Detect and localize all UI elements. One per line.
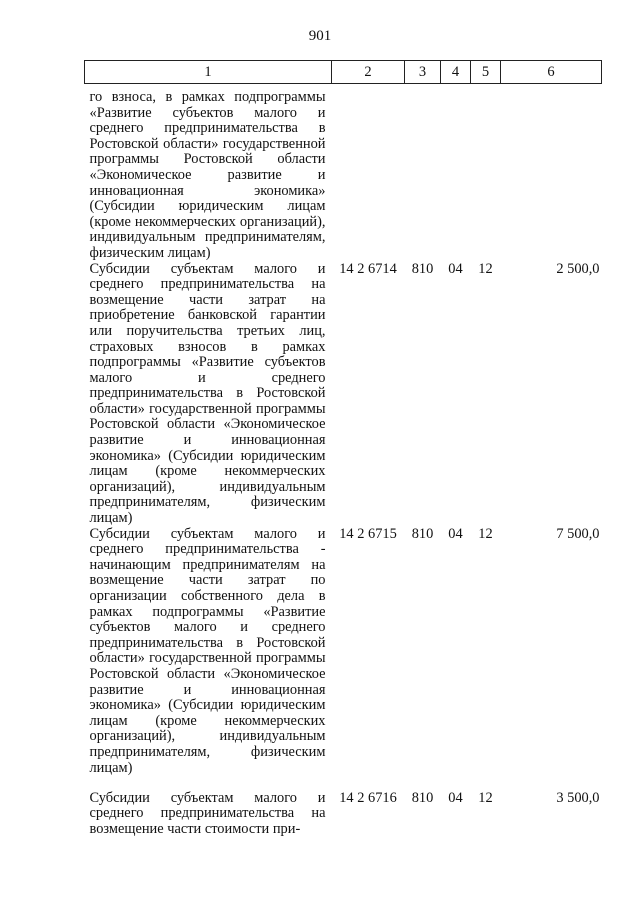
- row-amount: [501, 84, 602, 262]
- table-row: [85, 791, 602, 851]
- row-description: Субсидии субъектам малого и среднего предпринимательства на возмещение части стоимости при-: [89, 789, 326, 837]
- row-section: 04: [448, 525, 463, 542]
- header-col-4: 4: [441, 61, 471, 84]
- row-description: Субсидии субъектам малого и среднего предпринимательства на возмещение части затрат на приобретение банковской гарантии или поручительства третьих лиц, страховых взносов в рамках подпрограммы «Развитие субъектов малого и среднего предпринимательства в Ростовской области» государственной программы Ростовской области «Экономическое развитие и инновационная экономика» (Субсидии юридическим лицам (кроме некоммерческих организаций), индивидуальным предпринимателям, физическим лицам): [89, 260, 326, 527]
- row-vr-code: [405, 84, 441, 262]
- table-row: [85, 527, 602, 791]
- row-csr-code: [332, 84, 405, 262]
- table-row: [85, 262, 602, 527]
- header-col-6: 6: [501, 61, 602, 84]
- row-amount: 3 500,0: [556, 789, 600, 806]
- row-vr-code: 810: [411, 260, 434, 277]
- row-section: 04: [448, 260, 463, 277]
- row-amount: 7 500,0: [556, 525, 600, 542]
- row-csr-code: 14 2 6714: [339, 260, 397, 277]
- row-csr-code: 14 2 6716: [339, 789, 397, 806]
- row-amount: 2 500,0: [556, 260, 600, 277]
- row-section: [441, 84, 471, 262]
- row-vr-code: 810: [411, 525, 434, 542]
- row-description: Субсидии субъектам малого и среднего предпринимательства - начинающим предпринимателям на возмещение части затрат по организации собственного дела в рамках подпрограммы «Развитие субъектов малого и среднего предпринимательства в Ростовской области» государственной программы Ростовской области «Экономическое развитие и инновационная экономика» (Субсидии юридическим лицам (кроме некоммерческих организаций), индивидуальным предпринимателям, физическим лицам): [89, 525, 326, 776]
- row-subsection: 12: [478, 260, 493, 277]
- row-subsection: [471, 84, 501, 262]
- row-subsection: 12: [478, 525, 493, 542]
- header-col-3: 3: [405, 61, 441, 84]
- row-csr-code: 14 2 6715: [339, 525, 397, 542]
- header-row: [85, 61, 602, 84]
- header-col-2: 2: [332, 61, 405, 84]
- table-row: [85, 84, 602, 262]
- header-col-5: 5: [471, 61, 501, 84]
- page-number: 901: [308, 28, 332, 44]
- row-subsection: 12: [478, 789, 493, 806]
- table-header: [85, 61, 602, 84]
- budget-table: [84, 60, 602, 851]
- row-section: 04: [448, 789, 463, 806]
- row-vr-code: 810: [411, 789, 434, 806]
- row-description: го взноса, в рамках подпрограммы «Развитие субъектов малого и среднего предпринимательства в Ростовской области» государственной программы Ростовской области «Экономическое развитие и инновационная экономика» (Субсидии юридическим лицам (кроме некоммерческих организаций), индивидуальным предпринимателям, физическим лицам): [89, 89, 326, 261]
- header-col-1: 1: [85, 61, 332, 84]
- table-body: [85, 84, 602, 851]
